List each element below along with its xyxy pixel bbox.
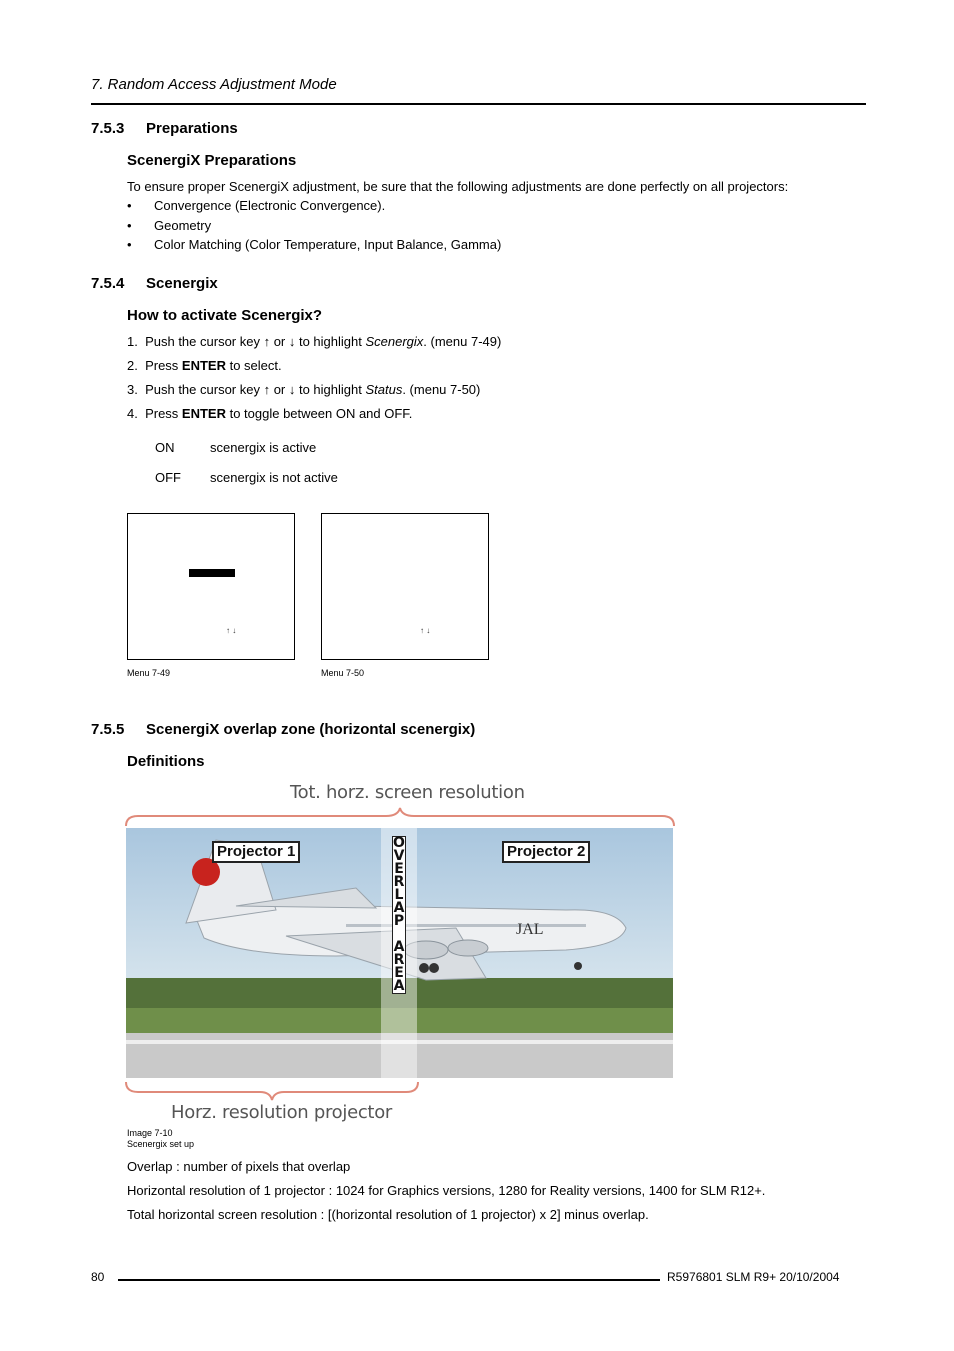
menu-7-50-screen	[321, 513, 489, 660]
bullet-glyph: •	[127, 237, 132, 252]
section-number: 7.5.4	[91, 275, 125, 292]
menu-caption: Menu 7-50	[321, 668, 365, 678]
option-desc-off: scenergix is not active	[210, 470, 338, 485]
section-title: Scenergix	[146, 275, 218, 292]
step-1: 1. Push the cursor key ↑ or ↓ to highlight Scenergix. (menu 7-49)	[127, 334, 502, 349]
bullet-item: • Geometry	[127, 218, 212, 233]
overlap-area-label: O V E R L A P A R E A	[393, 835, 405, 994]
chapter-header: 7. Random Access Adjustment Mode	[91, 76, 337, 93]
figure-caption: Image 7-10 Scenergix set up	[127, 1128, 195, 1149]
section-heading-7-5-4	[91, 275, 218, 292]
option-desc-on: scenergix is active	[210, 440, 317, 455]
menu-cursor-arrows: ↑ ↓	[226, 626, 237, 635]
figure-bottom-label: Horz. resolution projector	[171, 1102, 393, 1123]
bottom-brace	[124, 1080, 422, 1102]
definition-horizontal-resolution: Horizontal resolution of 1 projector : 1024 for Graphics versions, 1280 for Reality versions, 1400 for SLM R12+.	[127, 1183, 766, 1198]
option-key-on: ON	[155, 440, 175, 455]
footer-rule	[118, 1279, 660, 1281]
footer-doc-info: R5976801 SLM R9+ 20/10/2004	[667, 1270, 840, 1284]
bullet-item: • Convergence (Electronic Convergence).	[127, 198, 386, 213]
menu-cursor-arrows: ↑ ↓	[420, 626, 431, 635]
section-heading-7-5-3	[91, 120, 238, 137]
section-heading-7-5-5	[91, 721, 475, 738]
subsection-heading-how-to-activate: How to activate Scenergix?	[127, 307, 323, 324]
menu-highlight-bar	[189, 569, 235, 577]
step-4: 4. Press ENTER to toggle between ON and OFF.	[127, 406, 413, 421]
bullet-glyph: •	[127, 218, 132, 233]
tail-logo-text: JAL	[516, 921, 544, 938]
top-brace	[124, 806, 676, 828]
menu-7-49-screen	[127, 513, 295, 660]
section-title: Preparations	[146, 120, 238, 137]
subsection-heading-scenergix-preparations: ScenergiX Preparations	[127, 152, 297, 169]
menu-caption: Menu 7-49	[127, 668, 171, 678]
definition-total-resolution: Total horizontal screen resolution : [(horizontal resolution of 1 projector) x 2] minus overlap.	[127, 1207, 649, 1222]
page-number: 80	[91, 1270, 105, 1284]
section-number: 7.5.3	[91, 120, 125, 137]
option-key-off: OFF	[155, 470, 181, 485]
header-rule	[91, 103, 866, 105]
figure-top-label: Tot. horz. screen resolution	[290, 782, 525, 803]
definition-overlap: Overlap : number of pixels that overlap	[127, 1159, 351, 1174]
bullet-glyph: •	[127, 198, 132, 213]
scenergix-setup-image	[126, 828, 673, 1078]
projector-2-label: Projector 2	[502, 841, 590, 863]
step-2: 2. Press ENTER to select.	[127, 358, 282, 373]
step-3: 3. Push the cursor key ↑ or ↓ to highlight Status. (menu 7-50)	[127, 382, 481, 397]
section-number: 7.5.5	[91, 721, 125, 738]
bullet-item: • Color Matching (Color Temperature, Input Balance, Gamma)	[127, 237, 502, 252]
subsection-heading-definitions: Definitions	[127, 753, 205, 770]
preparations-intro: To ensure proper ScenergiX adjustment, be sure that the following adjustments are done perfectly on all projectors:	[127, 179, 789, 194]
projector-1-label: Projector 1	[212, 841, 300, 863]
section-title: ScenergiX overlap zone (horizontal scenergix)	[146, 721, 476, 738]
